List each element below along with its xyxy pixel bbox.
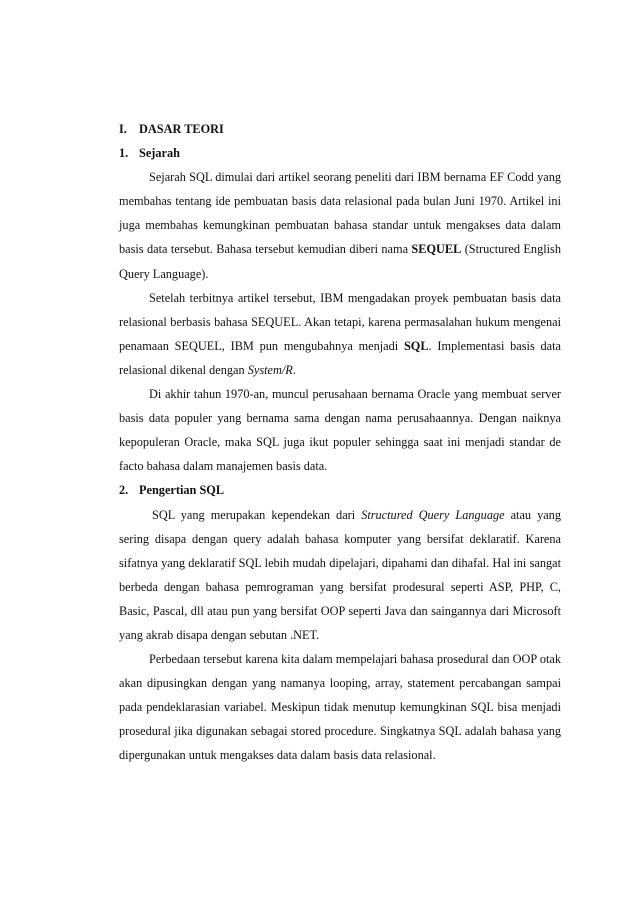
- paragraph-text: .: [292, 362, 296, 377]
- subsection-heading-sejarah: [119, 141, 561, 165]
- subsection-number: 1.: [119, 146, 129, 161]
- paragraph-sejarah-2: [119, 286, 561, 382]
- paragraph-sejarah-1: [119, 165, 561, 285]
- document-body: [119, 117, 561, 768]
- paragraph-pengertian-2: Perbedaan tersebut karena kita dalam mempelajari bahasa prosedural dan OOP otak akan dipusingkan dengan yang namanya looping, array, statement percabangan sampai pada pendeklarasian variabel. Meskipun tidak menutup kemungkinan SQL bisa menjadi prosedural jika digunakan sebagai stored procedure. Singkatnya SQL adalah bahasa yang dipergunakan untuk mengakses data dalam basis data relasional.: [119, 652, 562, 763]
- paragraph-text: Sejarah SQL dimulai dari artikel seorang peneliti dari IBM bernama EF Codd yang membahas tentang ide pembuatan basis data relasional pada bulan Juni 1970. Artikel ini juga membahas kemungkinan pembuatan bahasa standar untuk mengakses data dalam basis data tersebut. Bahasa tersebut kemudian diberi nama: [119, 170, 561, 257]
- italic-term-system-r: System/R: [247, 362, 293, 377]
- paragraph-text: Setelah terbitnya artikel tersebut, IBM mengadakan proyek pembuatan basis data relasional berbasis bahasa SEQUEL. Akan tetapi, karena permasalahan hukum mengenai penamaan SEQUEL, IBM pun mengubahnya menjadi: [119, 290, 561, 353]
- subsection-title: Sejarah: [139, 146, 180, 161]
- section-number: I.: [119, 122, 127, 136]
- paragraph-text: (Structured English Query Language).: [119, 242, 561, 281]
- bold-term-sql: SQL: [403, 338, 429, 353]
- paragraph-sejarah-3: Di akhir tahun 1970-an, muncul perusahaan bernama Oracle yang membuat server basis data populer yang bernama sama dengan nama perusahaannya. Dengan naiknya kepopuleran Oracle, maka SQL juga ikut populer sehingga saat ini menjadi standar de facto bahasa dalam manajemen basis data.: [119, 387, 561, 474]
- section-title: DASAR TEORI: [139, 122, 224, 136]
- subsection-title: Pengertian SQL: [139, 483, 225, 498]
- paragraph-text: atau yang sering disapa dengan query adalah bahasa komputer yang bersifat deklaratif. Karena sifatnya yang deklaratif SQL lebih mudah dipelajari, dipahami dan dihafal. Hal ini sangat berbeda dengan bahasa pemrograman yang bersifat prodesural seperti ASP, PHP, C, Basic, Pascal, dll atau pun yang bersifat OOP seperti Java dan saingannya dari Microsoft yang akrab disapa dengan sebutan .NET.: [119, 507, 561, 642]
- subsection-number: 2.: [119, 483, 129, 498]
- bold-term-sequel: SEQUEL: [411, 242, 462, 257]
- italic-term-structured-query-language: Structured Query Language: [361, 507, 505, 522]
- subsection-heading-pengertian: [119, 478, 561, 502]
- paragraph-text: SQL yang merupakan kependekan dari: [152, 507, 362, 522]
- section-heading: [119, 117, 561, 141]
- paragraph-text: . Implementasi basis data relasional dikenal dengan: [119, 338, 561, 377]
- paragraph-pengertian-1: [119, 503, 561, 648]
